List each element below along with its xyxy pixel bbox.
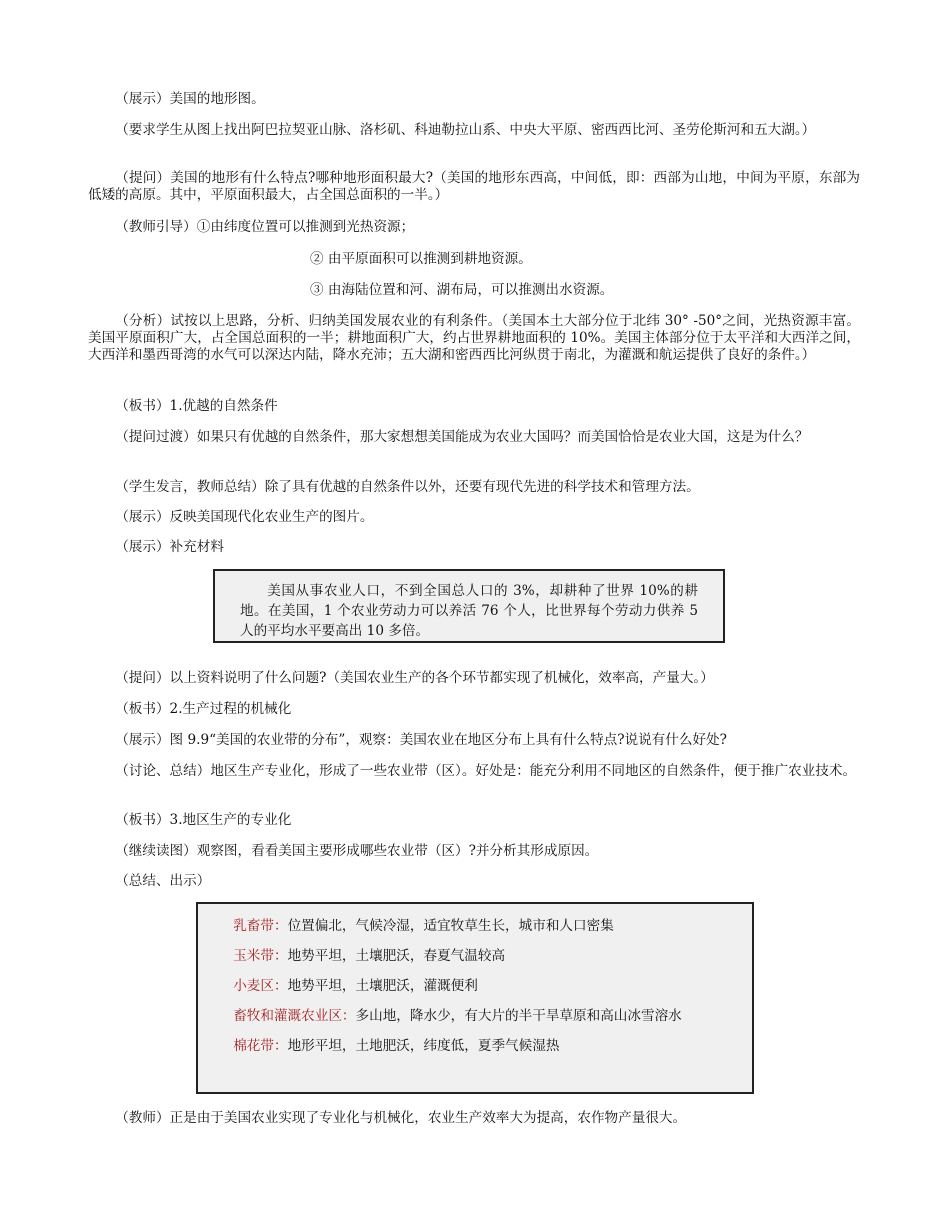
belt-ranching-irrigation bbox=[206, 1008, 744, 1025]
paragraph-teacher-conclusion: （教师）正是由于美国农业实现了专业化与机械化，农业生产效率大为提高，农作物产量很大。 bbox=[115, 1110, 687, 1126]
paragraph-analysis: （分析）试按以上思路，分析、归纳美国发展农业的有利条件。（美国本土大部分位于北纬 30° -50°之间，光热资源丰富。美国平原面积广大，占全国总面积的一半；耕地面积广大，约占世界耕地面积的 10%。美国主体部分位于太平洋和大西洋之间，大西洋和墨西哥湾的水气可以深达内陆，降水充沛；五大湖和密西西比河纵贯于南北，为灌溉和航运提供了良好的条件。） bbox=[88, 313, 860, 363]
belt-name: 玉米带： bbox=[233, 948, 288, 964]
belt-description: 位置偏北，气候冷湿，适宜牧草生长，城市和人口密集 bbox=[287, 918, 614, 934]
belt-wheat bbox=[206, 978, 744, 995]
paragraph-teacher-guide: （教师引导）①由纬度位置可以推测到光热资源； bbox=[115, 219, 415, 235]
agricultural-belts-box bbox=[196, 902, 754, 1094]
paragraph-board-2: （板书）2.生产过程的机械化 bbox=[115, 701, 292, 717]
paragraph-discussion-summary: （讨论、总结）地区生产专业化，形成了一些农业带（区）。好处是：能充分利用不同地区的自然条件，便于推广农业技术。 bbox=[115, 763, 857, 779]
belt-description: 地势平坦，土壤肥沃，春夏气温较高 bbox=[287, 948, 506, 964]
belt-dairy bbox=[206, 918, 744, 935]
paragraph-show-material: （展示）补充材料 bbox=[115, 539, 224, 555]
paragraph-show-pictures: （展示）反映美国现代化农业生产的图片。 bbox=[115, 509, 374, 525]
belt-name: 乳畜带： bbox=[233, 918, 288, 934]
belt-description: 地形平坦，土地肥沃，纬度低，夏季气候湿热 bbox=[287, 1038, 560, 1054]
supplementary-material-text: 美国从事农业人口，不到全国总人口的 3%，却耕种了世界 10%的耕地。在美国，1 个农业劳动力可以养活 76 个人，比世界每个劳动力供养 5 人的平均水平要高出 10 多倍。 bbox=[240, 583, 698, 639]
belt-name: 畜牧和灌溉农业区： bbox=[233, 1008, 356, 1024]
paragraph-guide-3: ③ 由海陆位置和河、湖布局，可以推测出水资源。 bbox=[310, 282, 614, 298]
paragraph-board-3: （板书）3.地区生产的专业化 bbox=[115, 812, 292, 828]
paragraph-terrain-question: （提问）美国的地形有什么特点?哪种地形面积最大?（美国的地形东西高，中间低，即：西部为山地，中间为平原，东部为低矮的高原。其中，平原面积最大，占全国总面积的一半。） bbox=[88, 170, 860, 203]
paragraph-show-figure: （展示）图 9.9“美国的农业带的分布”，观察：美国农业在地区分布上具有什么特点?说说有什么好处? bbox=[115, 732, 727, 748]
belt-description: 地势平坦，土壤肥沃，灌溉便利 bbox=[287, 978, 478, 994]
paragraph-guide-2: ② 由平原面积可以推测到耕地资源。 bbox=[310, 251, 532, 267]
paragraph-board-1: （板书）1.优越的自然条件 bbox=[115, 398, 278, 414]
paragraph-material-question: （提问）以上资料说明了什么问题?（美国农业生产的各个环节都实现了机械化，效率高，产量大。） bbox=[115, 670, 714, 686]
paragraph-find-features: （要求学生从图上找出阿巴拉契亚山脉、洛杉矶、科迪勒拉山系、中央大平原、密西西比河、圣劳伦斯河和五大湖。） bbox=[115, 122, 816, 138]
belt-cotton bbox=[206, 1038, 744, 1055]
paragraph-summary-show: （总结、出示） bbox=[115, 873, 211, 889]
belt-description: 多山地，降水少，有大片的半干旱草原和高山冰雪溶水 bbox=[355, 1008, 682, 1024]
supplementary-material-box bbox=[213, 569, 725, 643]
paragraph-show-terrain-map: （展示）美国的地形图。 bbox=[115, 91, 265, 107]
belt-name: 棉花带： bbox=[233, 1038, 288, 1054]
belt-name: 小麦区： bbox=[233, 978, 288, 994]
belt-corn bbox=[206, 948, 744, 965]
paragraph-transition-question: （提问过渡）如果只有优越的自然条件，那大家想想美国能成为农业大国吗？而美国恰恰是农业大国，这是为什么？ bbox=[115, 429, 809, 445]
paragraph-student-summary: （学生发言，教师总结）除了具有优越的自然条件以外，还要有现代先进的科学技术和管理方法。 bbox=[115, 479, 700, 495]
paragraph-continue-reading: （继续读图）观察图，看看美国主要形成哪些农业带（区）?并分析其形成原因。 bbox=[115, 843, 599, 859]
